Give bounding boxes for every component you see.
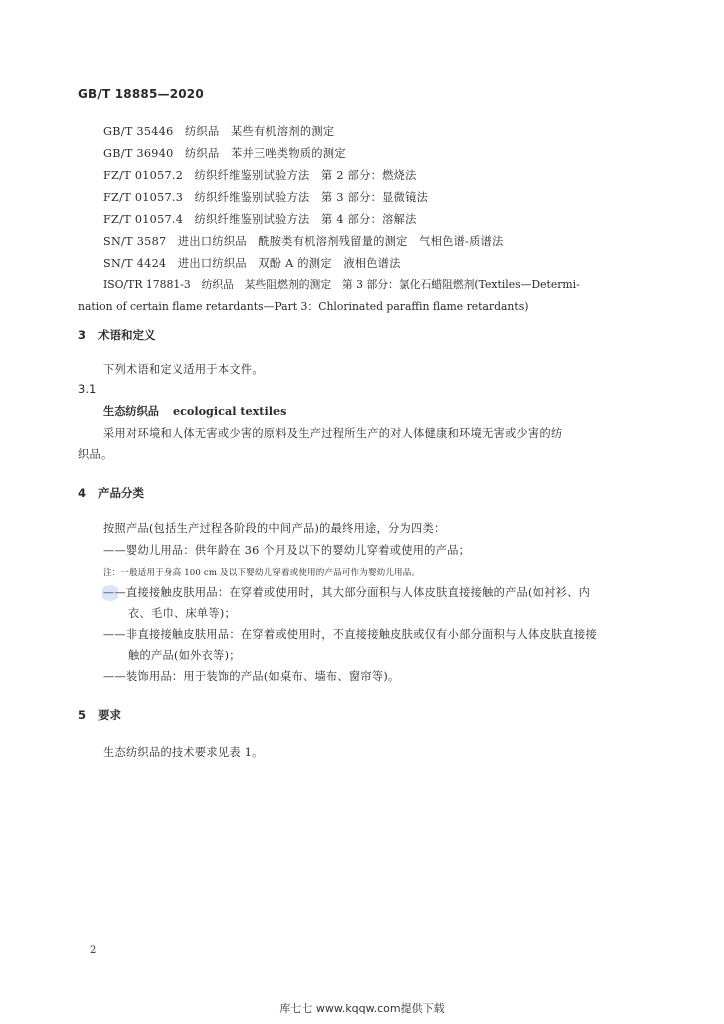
watermark-icon (100, 582, 120, 604)
reference-line: GB/T 36940 纺织品 苯并三唑类物质的测定 (103, 147, 346, 160)
category-item: ——直接接触皮肤用品：在穿着或使用时，其大部分面积与人体皮肤直接接触的产品(如衬衫、内 (103, 586, 591, 599)
category-item-continuation: 触的产品(如外衣等)； (128, 649, 241, 662)
section-4-intro: 按照产品(包括生产过程各阶段的中间产品)的最终用途，分为四类： (103, 522, 446, 535)
term-number: 3.1 (78, 382, 97, 396)
section-5-heading (78, 707, 121, 723)
note: 注：一般适用于身高 100 cm 及以下婴幼儿穿着或使用的产品可作为婴幼儿用品。 (103, 568, 421, 578)
section-number: 5 (78, 708, 87, 722)
reference-line: GB/T 35446 纺织品 某些有机溶剂的测定 (103, 125, 335, 138)
section-5-text: 生态纺织品的技术要求见表 1。 (103, 746, 264, 759)
term-entry (103, 403, 286, 419)
footer-download-text: 库七七 www.kqqw.com提供下载 (279, 1002, 445, 1015)
section-3-heading (78, 327, 156, 343)
section-title: 产品分类 (98, 486, 144, 500)
term-zh: 生态纺织品 (103, 404, 159, 418)
term-definition-line2: 织品。 (78, 448, 113, 461)
section-3-intro: 下列术语和定义适用于本文件。 (103, 363, 264, 376)
iso-reference-line2: nation of certain flame retardants—Part 3：Chlorinated paraffin flame retardants) (78, 300, 529, 313)
reference-line: SN/T 3587 进出口纺织品 酰胺类有机溶剂残留量的测定 气相色谱-质谱法 (103, 235, 504, 248)
reference-line: SN/T 4424 进出口纺织品 双酚 A 的测定 液相色谱法 (103, 257, 401, 270)
section-number: 3 (78, 328, 87, 342)
reference-line: FZ/T 01057.3 纺织纤维鉴别试验方法 第 3 部分：显微镜法 (103, 191, 429, 204)
section-title: 术语和定义 (98, 328, 156, 342)
document-header: GB/T 18885—2020 (78, 87, 204, 101)
section-title: 要求 (98, 708, 121, 722)
term-en: ecological textiles (172, 404, 287, 418)
iso-reference-line1: ISO/TR 17881-3 纺织品 某些阻燃剂的测定 第 3 部分：氯化石蜡阻燃剂(Textiles—Determi- (103, 278, 580, 291)
page-number: 2 (90, 945, 97, 956)
category-item-continuation: 衣、毛巾、床单等)； (128, 607, 237, 620)
category-item: ——装饰用品：用于装饰的产品(如桌布、墙布、窗帘等)。 (103, 670, 400, 683)
category-item: ——非直接接触皮肤用品：在穿着或使用时，不直接接触皮肤或仅有小部分面积与人体皮肤直接接 (103, 628, 597, 641)
reference-line: FZ/T 01057.2 纺织纤维鉴别试验方法 第 2 部分：燃烧法 (103, 169, 417, 182)
section-4-heading (78, 485, 144, 501)
term-definition-line1: 采用对环境和人体无害或少害的原料及生产过程所生产的对人体健康和环境无害或少害的纺 (103, 427, 563, 440)
section-number: 4 (78, 486, 87, 500)
reference-line: FZ/T 01057.4 纺织纤维鉴别试验方法 第 4 部分：溶解法 (103, 213, 417, 226)
category-item: ——婴幼儿用品：供年龄在 36 个月及以下的婴幼儿穿着或使用的产品； (103, 544, 471, 557)
